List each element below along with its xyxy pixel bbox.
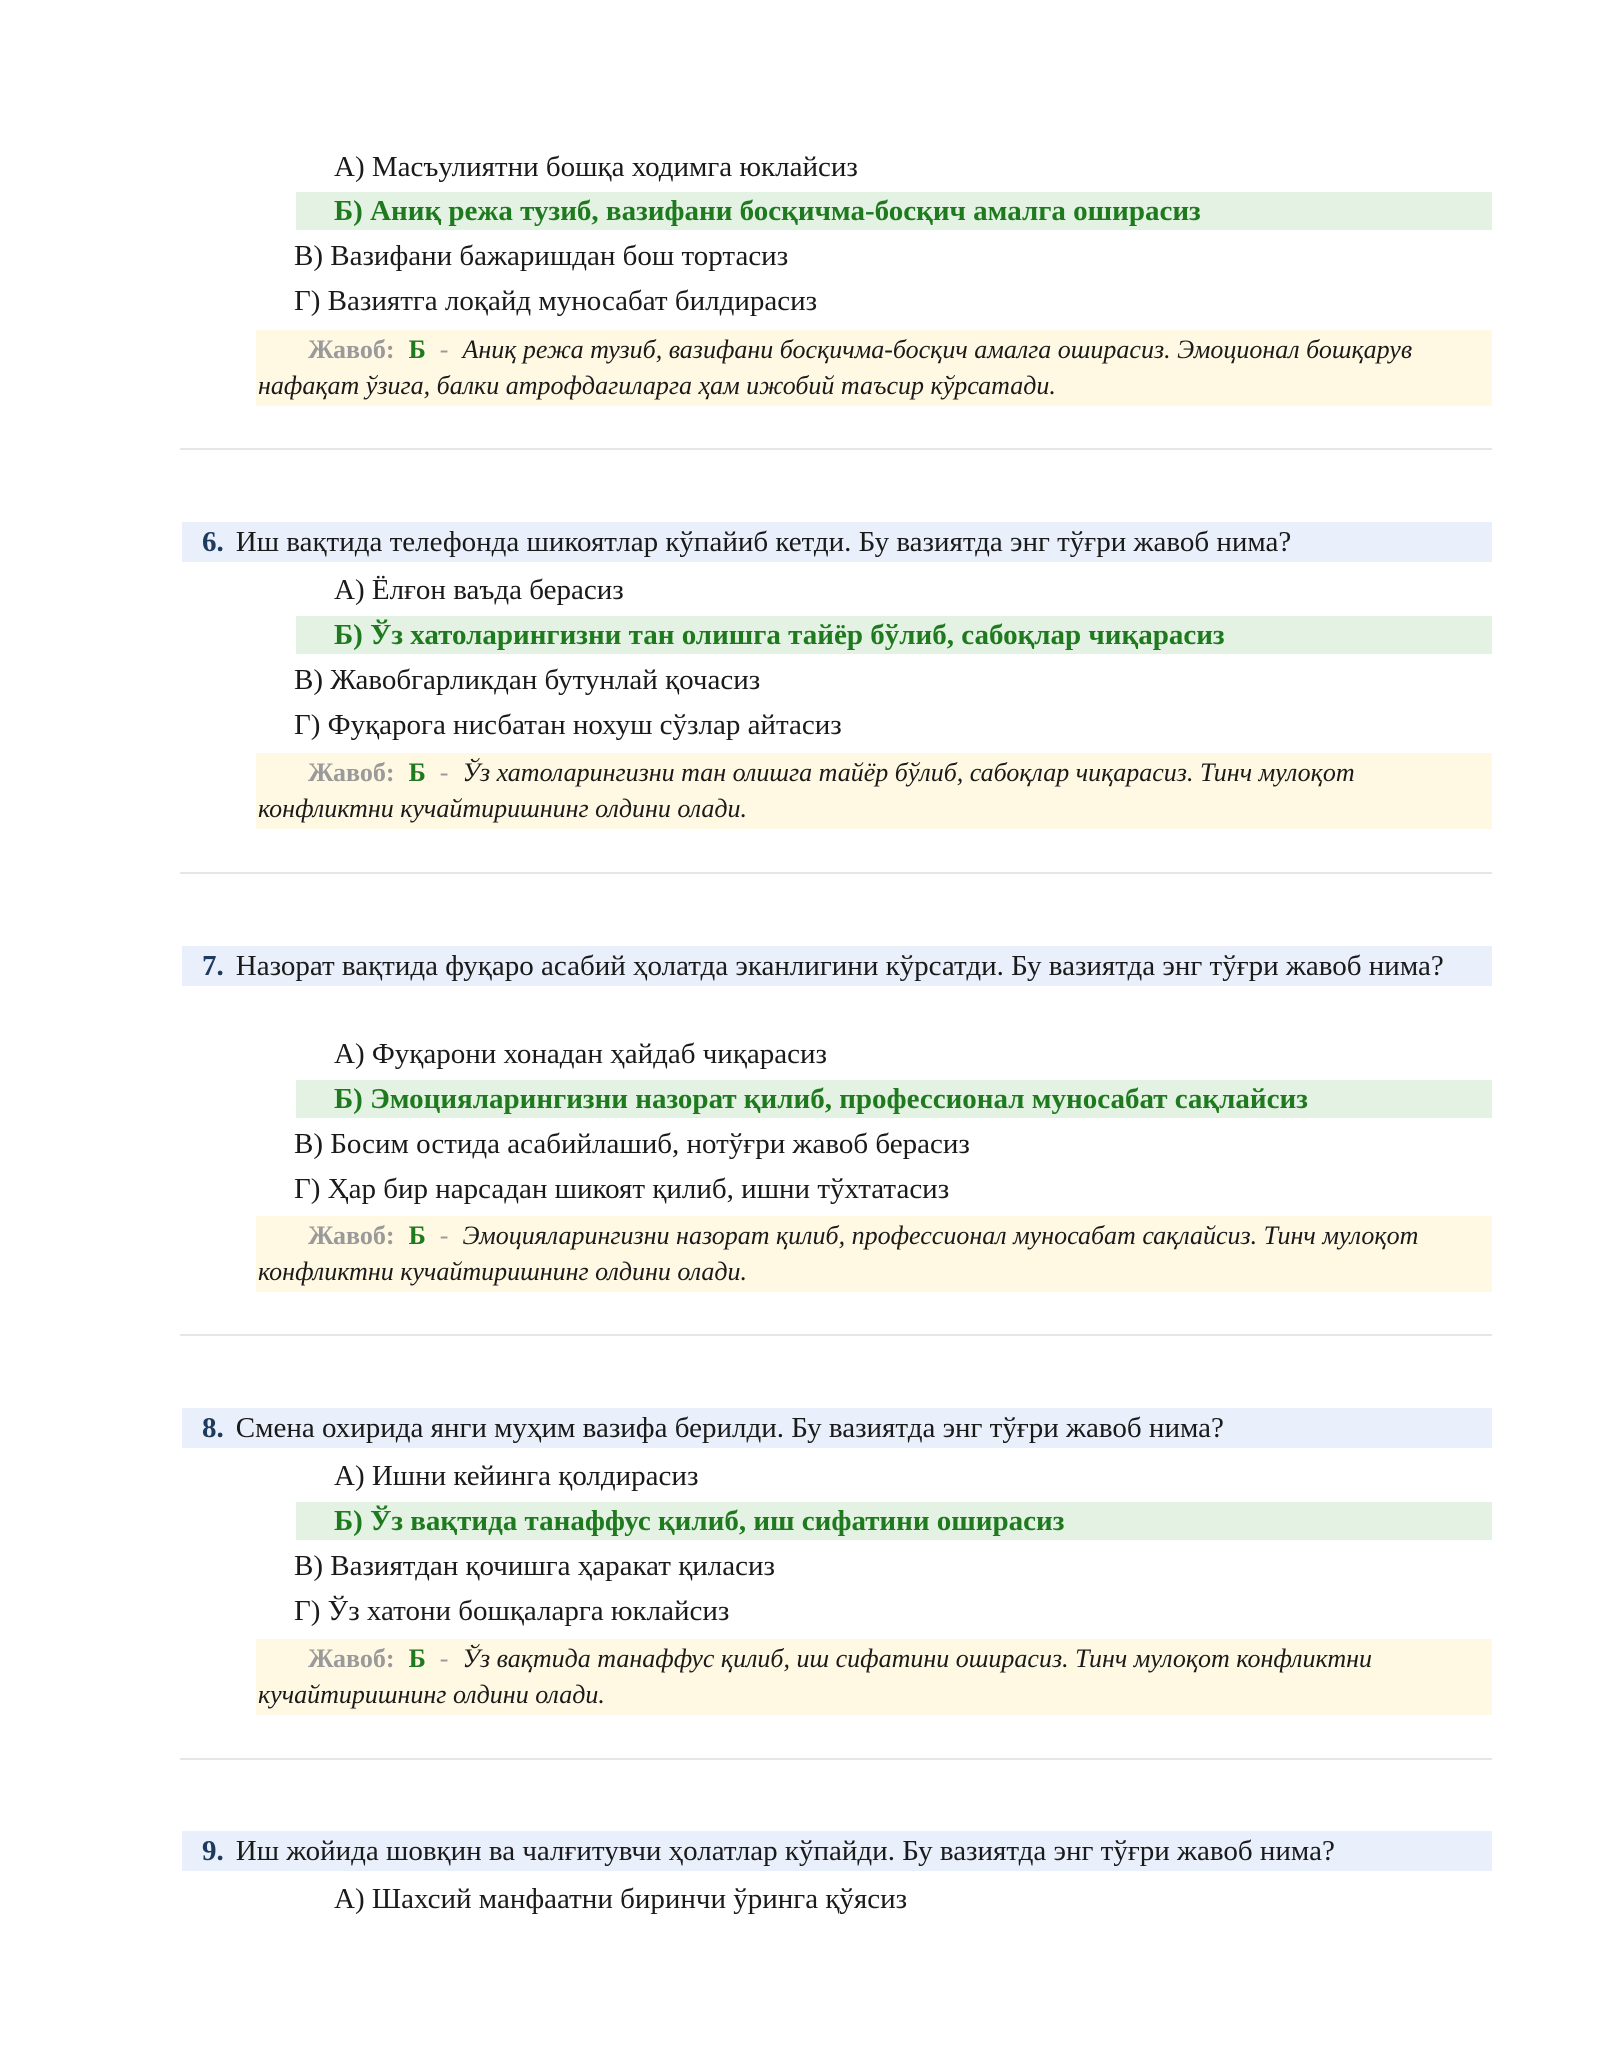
answer-text: Аниқ режа тузиб, вазифани босқичма-босқич амалга оширасиз. Эмоционал бошқарув нафақат ўзига, балки атрофдагиларга ҳам ижобий таъсир кўрсатади. <box>258 335 1413 400</box>
question-8 <box>182 1408 1492 1448</box>
option-a: А) Фуқарони хонадан ҳайдаб чиқарасиз <box>334 1038 827 1070</box>
question-number: 9. <box>202 1835 224 1867</box>
answer-dash: - <box>439 335 449 364</box>
question-number: 8. <box>202 1412 224 1444</box>
answer-explanation <box>256 1216 1492 1292</box>
question-text: Иш вақтида телефонда шикоятлар кўпайиб кетди. Бу вазиятда энг тўғри жавоб нима? <box>235 526 1292 558</box>
answer-explanation <box>256 330 1492 406</box>
section-divider <box>180 872 1492 874</box>
option-b-correct: Б) Аниқ режа тузиб, вазифани босқичма-босқич амалга оширасиз <box>334 195 1201 227</box>
answer-explanation <box>256 1639 1492 1715</box>
answer-label: Жавоб: <box>308 758 395 787</box>
question-text: Смена охирида янги муҳим вазифа берилди. Бу вазиятда энг тўғри жавоб нима? <box>235 1412 1224 1444</box>
question-number: 7. <box>202 950 224 982</box>
answer-dash: - <box>439 1644 449 1673</box>
question-6 <box>182 522 1492 562</box>
answer-dash: - <box>439 758 449 787</box>
option-b-correct: Б) Ўз хатоларингизни тан олишга тайёр бўлиб, сабоқлар чиқарасиз <box>334 619 1225 651</box>
option-g: Г) Фуқарога нисбатан нохуш сўзлар айтасиз <box>294 709 842 741</box>
answer-letter: Б <box>408 1644 426 1673</box>
option-v: В) Босим остида асабийлашиб, нотўғри жавоб берасиз <box>294 1128 970 1160</box>
section-divider <box>180 1758 1492 1760</box>
option-b-correct: Б) Эмоцияларингизни назорат қилиб, профессионал муносабат сақлайсиз <box>334 1083 1308 1115</box>
option-g: Г) Вазиятга лоқайд муносабат билдирасиз <box>294 285 818 317</box>
question-number: 6. <box>202 526 224 558</box>
section-divider <box>180 1334 1492 1336</box>
answer-text: Эмоцияларингизни назорат қилиб, профессионал муносабат сақлайсиз. Тинч мулоқот конфликтни кучайтиришнинг олдини олади. <box>258 1221 1419 1286</box>
question-text: Иш жойида шовқин ва чалғитувчи ҳолатлар кўпайди. Бу вазиятда энг тўғри жавоб нима? <box>235 1835 1335 1867</box>
answer-letter: Б <box>408 335 426 364</box>
section-divider <box>180 448 1492 450</box>
option-a: А) Шахсий манфаатни биринчи ўринга қўясиз <box>334 1883 908 1915</box>
option-b-correct: Б) Ўз вақтида танаффус қилиб, иш сифатини оширасиз <box>334 1505 1065 1537</box>
answer-letter: Б <box>408 1221 426 1250</box>
option-g: Г) Ўз хатони бошқаларга юклайсиз <box>294 1595 730 1627</box>
answer-explanation <box>256 753 1492 829</box>
option-v: В) Вазиятдан қочишга ҳаракат қиласиз <box>294 1550 775 1582</box>
question-text: Назорат вақтида фуқаро асабий ҳолатда эканлигини кўрсатди. Бу вазиятда энг тўғри жавоб нима? <box>235 950 1444 982</box>
answer-label: Жавоб: <box>308 335 395 364</box>
option-g: Г) Ҳар бир нарсадан шикоят қилиб, ишни тўхтатасиз <box>294 1173 950 1205</box>
option-a: А) Масъулиятни бошқа ходимга юклайсиз <box>334 151 858 183</box>
answer-label: Жавоб: <box>308 1644 395 1673</box>
option-a: А) Ёлғон ваъда берасиз <box>334 574 624 606</box>
answer-dash: - <box>439 1221 449 1250</box>
option-v: В) Жавобгарликдан бутунлай қочасиз <box>294 664 761 696</box>
question-7 <box>182 946 1492 986</box>
question-9 <box>182 1831 1492 1871</box>
option-v: В) Вазифани бажаришдан бош тортасиз <box>294 240 789 272</box>
answer-label: Жавоб: <box>308 1221 395 1250</box>
answer-letter: Б <box>408 758 426 787</box>
option-a: А) Ишни кейинга қолдирасиз <box>334 1460 699 1492</box>
answer-text: Ўз хатоларингизни тан олишга тайёр бўлиб, сабоқлар чиқарасиз. Тинч мулоқот конфликтни кучайтиришнинг олдини олади. <box>258 758 1355 823</box>
answer-text: Ўз вақтида танаффус қилиб, иш сифатини оширасиз. Тинч мулоқот конфликтни кучайтиришнинг олдини олади. <box>258 1644 1372 1709</box>
